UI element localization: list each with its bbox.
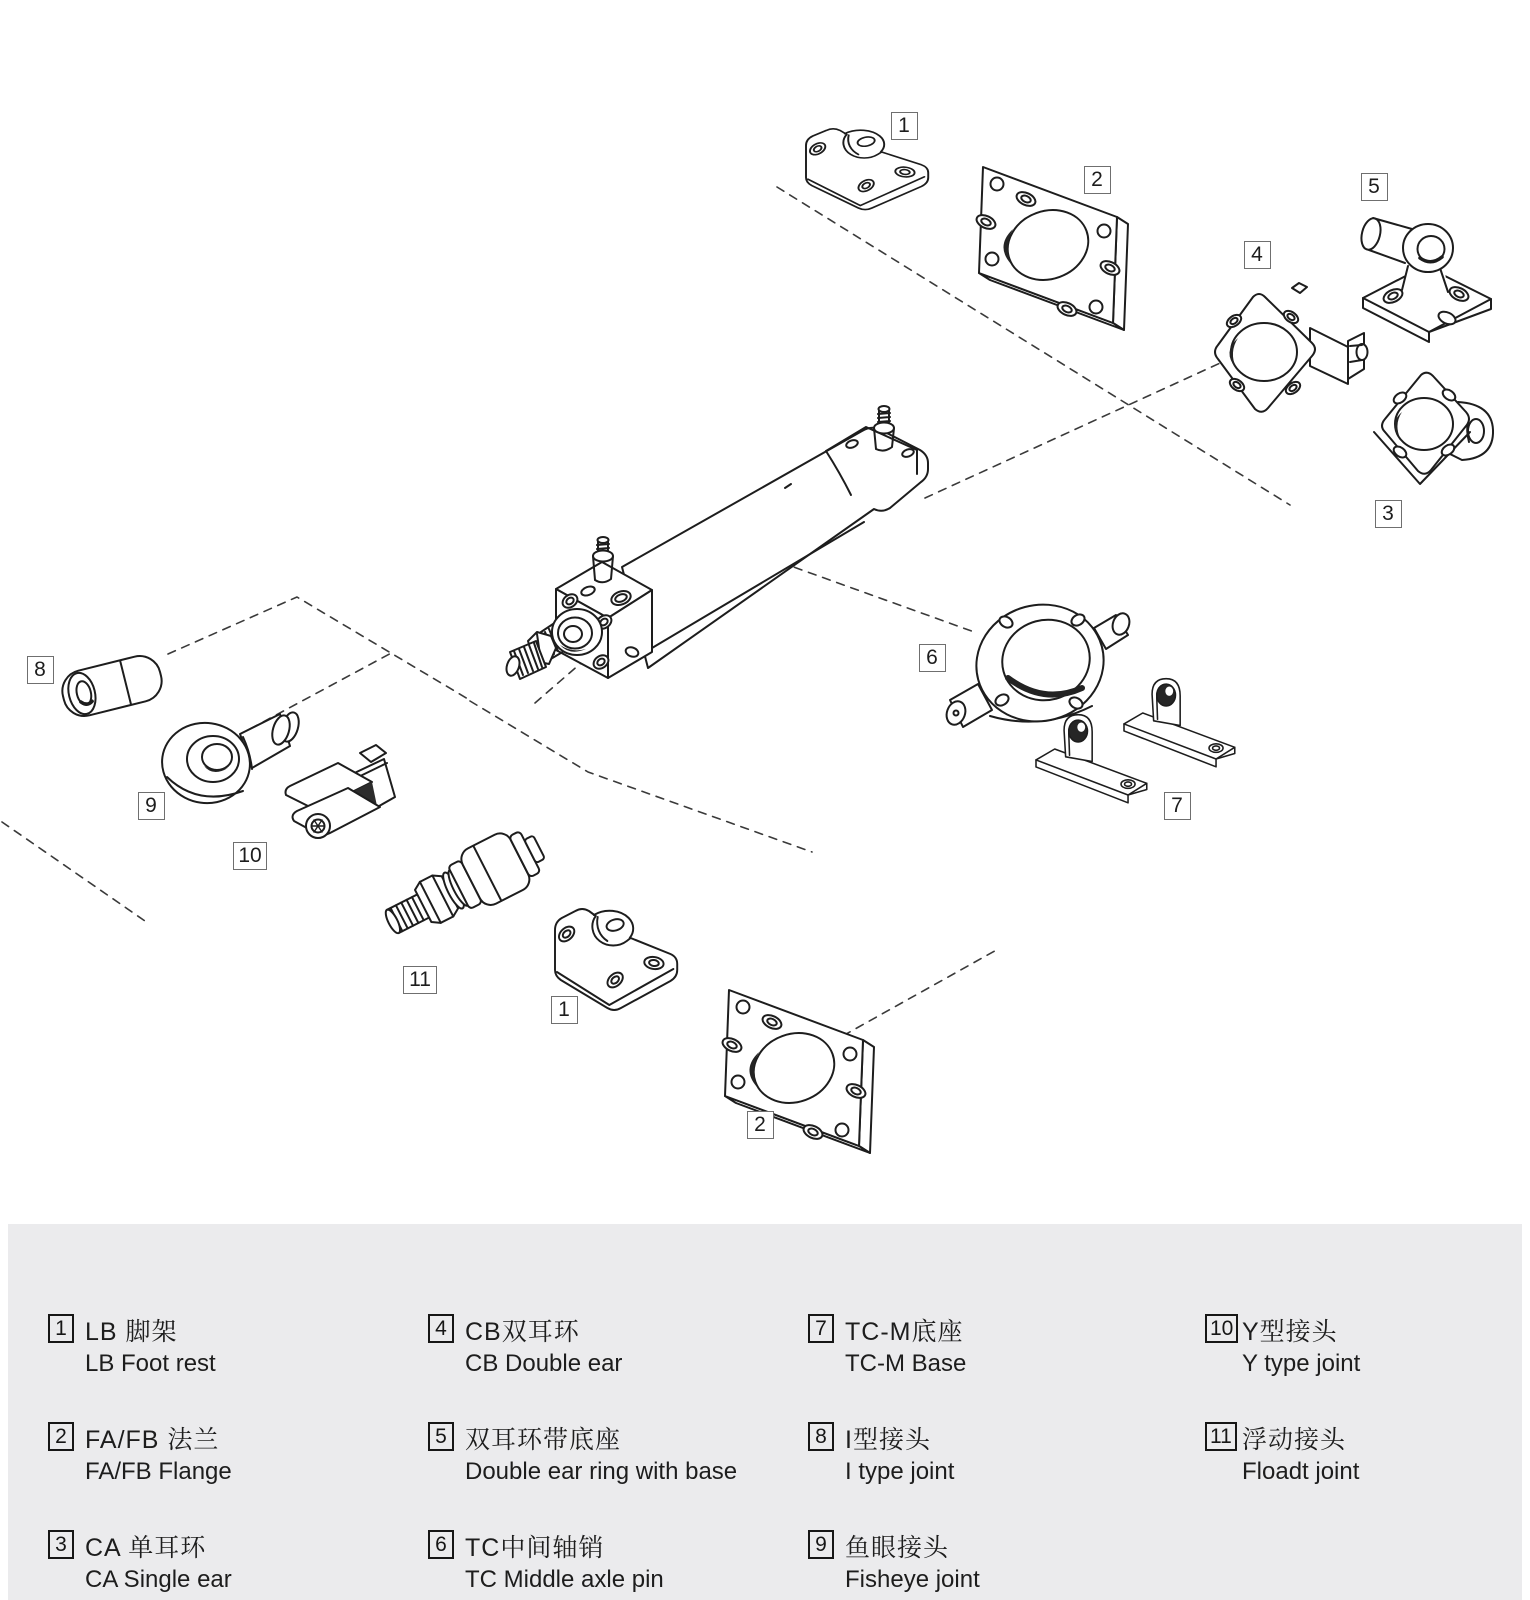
- legend-label-en-11: Floadt joint: [1242, 1458, 1360, 1485]
- part-cb-double-ear: [1215, 283, 1368, 412]
- callout-10: 10: [233, 842, 267, 870]
- legend-num-box-4: 4: [428, 1314, 454, 1343]
- legend-label-zh-6: TC中间轴销: [465, 1534, 605, 1562]
- part-i-type-joint: [58, 652, 166, 721]
- part-tc-middle-axle-pin: [943, 590, 1132, 735]
- legend-num-box-6: 6: [428, 1530, 454, 1559]
- legend-num-box-3: 3: [48, 1530, 74, 1559]
- callout-1-top: 1: [891, 112, 918, 140]
- callout-1-bottom: 1: [551, 996, 578, 1024]
- legend-num-box-1: 1: [48, 1314, 74, 1343]
- legend-label-zh-4: CB双耳环: [465, 1318, 580, 1346]
- legend-num-box-9: 9: [808, 1530, 834, 1559]
- callout-9: 9: [138, 792, 165, 820]
- legend-num-box-11: 11: [1205, 1422, 1237, 1451]
- part-lb-foot-rest-bottom: [555, 909, 677, 1010]
- part-lb-foot-rest-top: [806, 129, 928, 210]
- legend-label-zh-11: 浮动接头: [1242, 1426, 1347, 1454]
- callout-3: 3: [1375, 500, 1402, 528]
- callout-6: 6: [919, 644, 946, 672]
- legend-num-box-5: 5: [428, 1422, 454, 1451]
- cylinder: [504, 406, 928, 679]
- legend-label-en-10: Y type joint: [1242, 1350, 1361, 1377]
- legend-num-box-7: 7: [808, 1314, 834, 1343]
- legend-label-zh-1: LB 脚架: [85, 1318, 178, 1346]
- part-ca-single-ear: [1374, 373, 1493, 484]
- legend-label-en-1: LB Foot rest: [85, 1350, 216, 1377]
- legend-label-zh-3: CA 单耳环: [85, 1534, 207, 1562]
- legend-label-zh-10: Y型接头: [1242, 1318, 1338, 1346]
- legend-num-box-2: 2: [48, 1422, 74, 1451]
- part-tcm-base-rear: [1124, 679, 1235, 767]
- legend-label-en-8: I type joint: [845, 1458, 955, 1485]
- legend-label-zh-9: 鱼眼接头: [845, 1534, 950, 1562]
- part-y-type-joint: [286, 745, 396, 838]
- callout-11: 11: [403, 966, 437, 994]
- callout-5: 5: [1361, 173, 1388, 201]
- legend-label-zh-5: 双耳环带底座: [465, 1426, 622, 1454]
- callout-8: 8: [27, 656, 54, 684]
- legend-label-zh-7: TC-M底座: [845, 1318, 964, 1346]
- callout-2-bottom: 2: [747, 1111, 774, 1139]
- part-float-joint: [375, 819, 553, 951]
- legend-num-box-8: 8: [808, 1422, 834, 1451]
- legend-label-zh-2: FA/FB 法兰: [85, 1426, 220, 1454]
- legend-label-en-9: Fisheye joint: [845, 1566, 980, 1593]
- legend-label-en-4: CB Double ear: [465, 1350, 623, 1377]
- legend-panel: [8, 1224, 1522, 1600]
- callout-7: 7: [1164, 792, 1191, 820]
- legend-label-en-5: Double ear ring with base: [465, 1458, 738, 1485]
- legend-label-en-6: TC Middle axle pin: [465, 1566, 664, 1593]
- callout-2-top: 2: [1084, 166, 1111, 194]
- legend-label-en-3: CA Single ear: [85, 1566, 232, 1593]
- part-fisheye-joint: [157, 710, 302, 808]
- legend-label-en-2: FA/FB Flange: [85, 1458, 232, 1485]
- legend-label-zh-8: I型接头: [845, 1426, 931, 1454]
- part-fa-fb-flange-bottom: [720, 990, 874, 1153]
- part-double-ear-ring-with-base: [1358, 216, 1491, 342]
- legend-num-box-10: 10: [1205, 1314, 1238, 1343]
- legend-label-en-7: TC-M Base: [845, 1350, 967, 1377]
- callout-4: 4: [1244, 241, 1271, 269]
